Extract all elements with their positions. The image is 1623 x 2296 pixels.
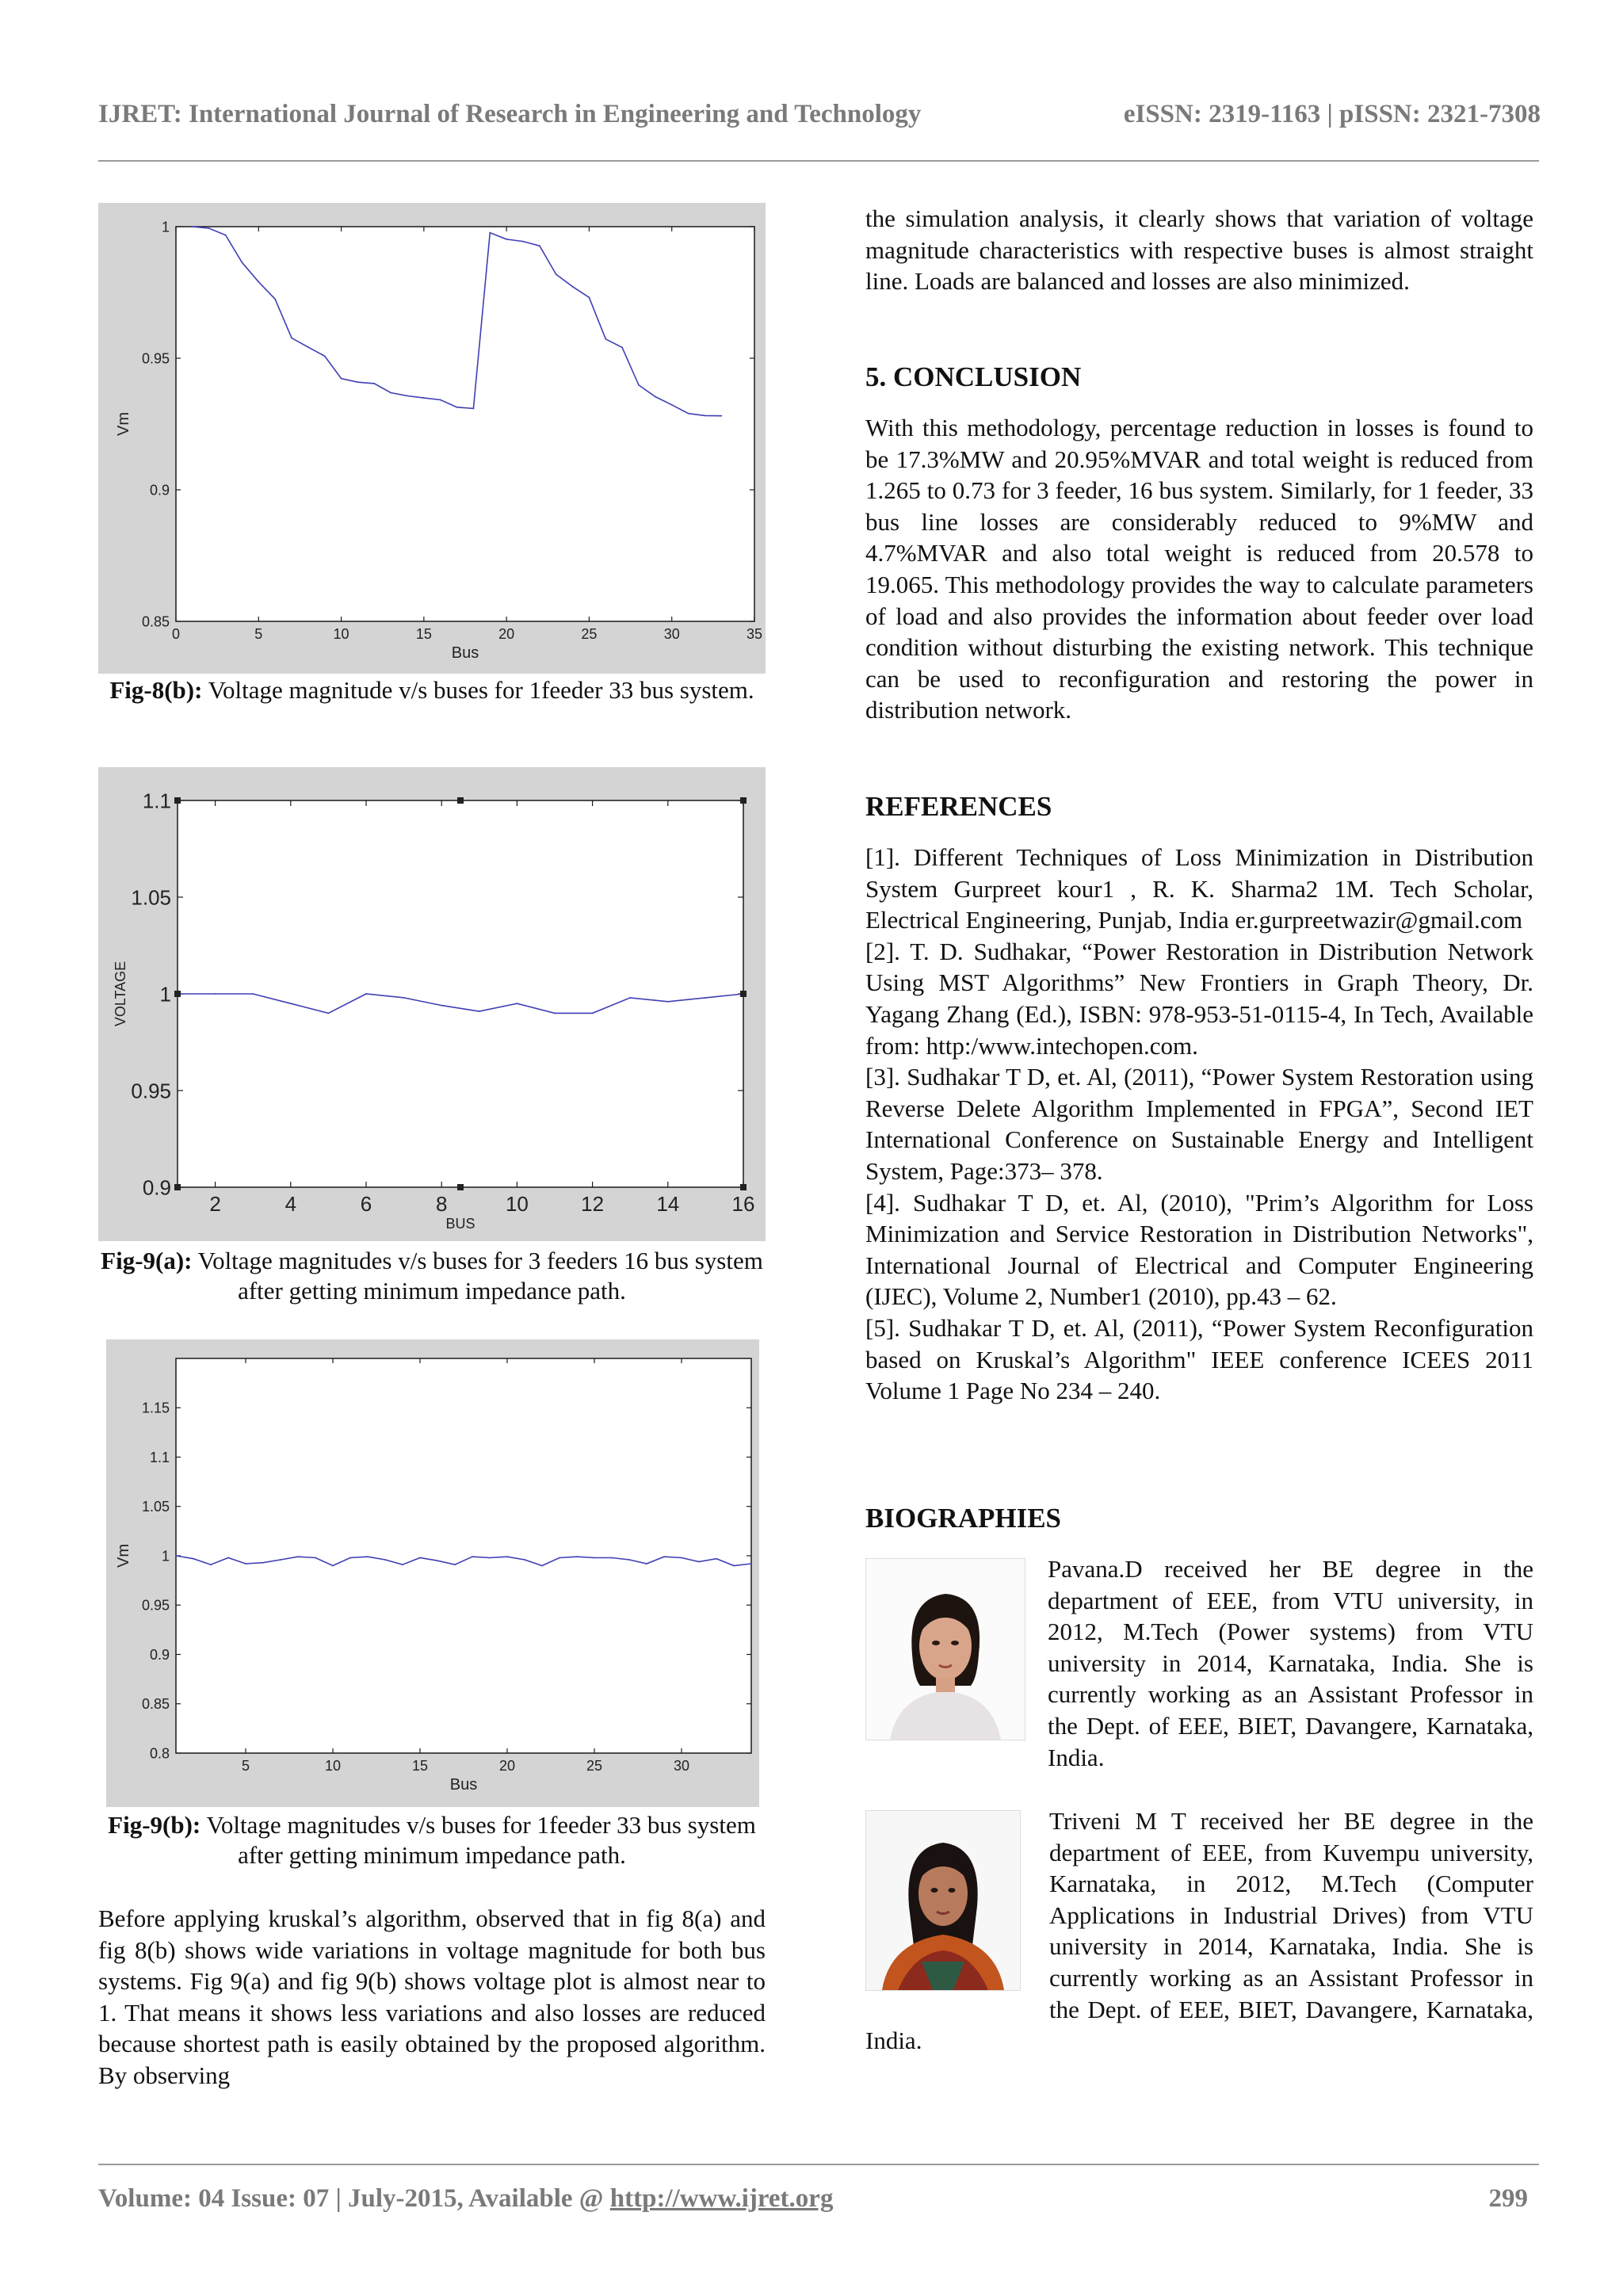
fig8b-data-point — [258, 281, 259, 283]
fig9b-ytick-label: 0.85 — [141, 1696, 170, 1713]
biography-2-text: Triveni M T received her BE degree in the department of EEE, from Kuvempu university, Karnataka, in 2012, M.Tech (Computer Applications in Industrial Drives) from VTU university in 2014, Karnataka, India. She is currently working as an Assistant Professor in the Dept. of EEE, BIET, Davangere, Karnataka, India. — [865, 1807, 1533, 2055]
reference-item-5: [5]. Sudhakar T D, et. Al, (2011), “Power System Reconfiguration based on Kruskal’s Algorithm" IEEE conference ICEES 2011 Volume 1 Page No 234 – 240. — [865, 1313, 1533, 1405]
portrait-icon — [866, 1559, 1025, 1740]
fig9b-data-point — [193, 1558, 194, 1560]
fig9a-data-point — [629, 997, 631, 999]
fig8b-xtick-label: 30 — [663, 626, 680, 642]
fig8b-data-point — [671, 404, 673, 406]
biographies-heading: BIOGRAPHIES — [865, 1503, 1061, 1534]
figure-9a — [98, 767, 766, 1241]
fig9a-ylabel: VOLTAGE — [113, 961, 128, 1027]
fig9a-caption — [98, 1246, 766, 1306]
fig9b-caption-text: Voltage magnitudes v/s buses for 1feeder 33 bus system after getting minimum impedance path. — [200, 1811, 756, 1869]
figure-9b — [106, 1339, 759, 1807]
fig9a-selection-handle — [740, 797, 747, 804]
fig8b-data-point — [291, 338, 292, 339]
fig8b-data-point — [373, 383, 375, 384]
fig9b-data-point — [297, 1556, 299, 1557]
fig8b-data-point — [556, 273, 557, 275]
fig9b-data-point — [402, 1564, 403, 1565]
fig9b-data-point — [489, 1557, 491, 1559]
fig9b-data-point — [472, 1556, 473, 1557]
fig9b-xtick-label: 5 — [241, 1758, 250, 1774]
fig8b-ytick-label: 0.85 — [141, 613, 170, 630]
fig8b-data-point — [638, 384, 640, 386]
fig9a-data-point — [441, 1005, 442, 1007]
fig9a-xtick-label: 6 — [360, 1192, 372, 1216]
fig9a-ytick-label: 1.1 — [142, 789, 171, 813]
fig9b-data-point — [506, 1556, 508, 1557]
fig8b-ytick-label: 0.95 — [141, 350, 170, 367]
fig9a-data-point — [592, 1013, 594, 1014]
fig9a-plot-area — [178, 800, 743, 1187]
reference-item-2: [2]. T. D. Sudhakar, “Power Restoration in Distribution Network Using MST Algorithms” New Frontiers in Graph Theory, Dr. Yagang Zhang (Ed.), ISBN: 978-953-51-0115-4, In Tech, Available from: http:/www.intechopen.com. — [865, 937, 1533, 1060]
fig8b-data-point — [655, 396, 656, 398]
fig8b-data-point — [357, 381, 359, 383]
fig9a-data-point — [365, 993, 367, 995]
fig8b-data-point — [307, 346, 309, 348]
fig9a-ytick-label: 0.9 — [142, 1175, 171, 1200]
fig9a-data-point — [403, 997, 405, 999]
fig8b-data-point — [621, 346, 623, 348]
conclusion-text: With this methodology, percentage reduction in losses is found to be 17.3%MW and 20.95%MVAR and total weight is reduced from 1.265 to 0.73 for 3 feeder, 16 bus system. Similarly, for 1 feeder, 33 bus line losses are considerably reduced to 9%MW and 4.7%MVAR and also total weight is reduced from 20.578 to 19.065. This methodology provides the way to calculate parameters of load and also provides the information about feeder over load condition without disturbing the existing network. This technique can be used to reconfiguration and restoring the power in distribution network. — [865, 414, 1533, 724]
fig8b-caption — [98, 675, 766, 705]
fig8b-xtick-label: 5 — [254, 626, 263, 642]
biography-1-text: Pavana.D received her BE degree in the department of EEE, from VTU university, in 2012, M.Tech (Power systems) from VTU university in 2014, Karnataka, India. She is currently working as an Assistant Professor in the Dept. of EEE, BIET, Davangere, Karnataka, India. — [1048, 1555, 1533, 1771]
fig9b-data-point — [594, 1557, 595, 1559]
fig9a-ytick-label: 1.05 — [131, 885, 171, 910]
fig9a-data-point — [517, 1003, 518, 1004]
fig9b-data-point — [750, 1563, 752, 1564]
figure-8b — [98, 203, 766, 674]
fig9b-ytick-label: 1 — [161, 1548, 170, 1564]
fig8b-xtick-label: 35 — [746, 626, 763, 642]
fig9a-axes — [113, 789, 754, 1232]
fig8b-data-point — [324, 355, 326, 357]
fig9b-data-point — [698, 1561, 700, 1563]
fig9b-data-point — [384, 1559, 386, 1561]
reference-item-3: [3]. Sudhakar T D, et. Al, (2011), “Power System Restoration using Reverse Delete Algorithm Implemented in FPGA”, Second IET International Conference on Sustainable Energy and Intelligent System, Page:373– 378. — [865, 1063, 1533, 1185]
fig9b-xtick-label: 20 — [498, 1758, 516, 1774]
fig8b-xtick-label: 25 — [581, 626, 598, 642]
fig8b-xtick-label: 10 — [333, 626, 349, 642]
fig9a-xtick-label: 2 — [209, 1192, 221, 1216]
fig8b-data-point — [274, 298, 276, 300]
portrait-icon — [866, 1811, 1020, 1990]
fig9a-selection-handle — [740, 991, 747, 997]
fig9b-xlabel: Bus — [449, 1776, 478, 1794]
fig9b-data-point — [611, 1557, 613, 1559]
fig8b-data-point — [192, 226, 193, 227]
fig9a-data-point — [328, 1013, 330, 1014]
journal-link[interactable]: http://www.ijret.org — [609, 2184, 834, 2213]
fig9b-data-point — [716, 1558, 717, 1560]
fig8b-data-point — [688, 413, 689, 415]
fig9b-data-point — [437, 1560, 438, 1561]
fig9b-axes — [115, 1358, 751, 1794]
fig9a-xtick-label: 12 — [581, 1192, 605, 1216]
fig8b-data-point — [440, 399, 441, 401]
fig9a-selection-handle — [740, 1184, 747, 1190]
fig8b-data-point — [489, 232, 491, 234]
running-footer — [98, 2179, 1541, 2219]
fig8b-data-point — [720, 415, 722, 417]
biography-2 — [865, 1805, 1533, 2057]
fig8b-data-point — [390, 392, 391, 394]
fig9a-selection-handle — [457, 1184, 464, 1190]
fig8b-data-point — [572, 286, 574, 288]
fig8b-data-point — [705, 415, 706, 416]
fig8b-xlabel: Bus — [451, 644, 479, 662]
fig9a-data-point — [554, 1013, 556, 1014]
fig9b-label: Fig-9(b): — [108, 1811, 201, 1839]
fig8b-label: Fig-8(b): — [109, 676, 203, 704]
body-paragraph-left: Before applying kruskal’s algorithm, observed that in fig 8(a) and fig 8(b) shows wide variations in voltage magnitude for both bus systems. Fig 9(a) and fig 9(b) shows voltage plot is almost near to 1. That means it shows less variations and also losses are reduced because shortest path is easily obtained by the proposed algorithm. By observing — [98, 1904, 766, 2089]
fig9b-ytick-label: 0.8 — [149, 1745, 170, 1762]
fig9b-ytick-label: 0.9 — [149, 1646, 170, 1663]
fig9b-data-point — [315, 1557, 316, 1559]
fig9b-plot — [106, 1339, 759, 1807]
fig9a-data-point — [705, 997, 707, 999]
fig9a-data-point — [252, 993, 254, 995]
footer-volume-text: Volume: 04 Issue: 07 | July-2015, Available @ — [98, 2184, 610, 2213]
running-header — [98, 95, 1541, 135]
conclusion-heading: 5. CONCLUSION — [865, 361, 1082, 392]
fig9b-data-point — [210, 1564, 212, 1565]
fig8b-xtick-label: 20 — [498, 626, 515, 642]
fig8b-data-point — [456, 407, 458, 408]
fig9a-plot — [98, 767, 766, 1241]
fig9b-data-point — [628, 1559, 630, 1561]
biography-1 — [865, 1553, 1533, 1773]
fig8b-axes — [115, 219, 762, 662]
fig8b-data-point — [522, 241, 524, 243]
fig9a-xtick-label: 8 — [435, 1192, 448, 1216]
fig8b-ylabel: Vm — [115, 412, 132, 436]
fig9b-ytick-label: 1.05 — [141, 1499, 170, 1515]
fig8b-plot — [98, 203, 766, 674]
issn-numbers: eISSN: 2319-1163 | pISSN: 2321-7308 — [1123, 100, 1541, 128]
fig8b-data-point — [341, 378, 342, 380]
fig8b-data-point — [605, 338, 606, 340]
fig9b-xtick-label: 25 — [586, 1758, 603, 1774]
body-paragraph-right: the simulation analysis, it clearly shows that variation of voltage magnitude characteristics with respective buses is almost straight line. Loads are balanced and losses are also minimized. — [865, 204, 1533, 296]
fig9a-ytick-label: 1 — [159, 982, 171, 1007]
fig9b-ytick-label: 1.15 — [141, 1400, 170, 1416]
reference-item-1: [1]. Different Techniques of Loss Minimization in Distribution System Gurpreet kour1 , R. K. Sharma2 1M. Tech Scholar, Electrical Engineering, Punjab, India er.gurpreetwazir@gmail.com — [865, 843, 1533, 934]
fig9a-selection-handle — [174, 797, 181, 804]
fig9a-label: Fig-9(a): — [101, 1247, 193, 1274]
fig9b-data-point — [280, 1559, 281, 1561]
fig9b-data-point — [227, 1557, 229, 1559]
fig8b-data-point — [225, 235, 227, 236]
fig9b-ylabel: Vm — [115, 1544, 132, 1568]
fig8b-ytick-label: 1 — [161, 219, 170, 235]
fig9b-data-point — [559, 1557, 560, 1559]
fig9b-ytick-label: 0.95 — [141, 1597, 170, 1614]
fig8b-data-point — [208, 227, 210, 229]
fig9b-xtick-label: 15 — [411, 1758, 429, 1774]
footer-volume — [98, 2184, 833, 2214]
fig9b-data-point — [541, 1565, 543, 1567]
fig8b-data-point — [589, 296, 590, 298]
fig9a-data-point — [290, 1003, 292, 1004]
fig9b-data-point — [245, 1563, 246, 1564]
fig8b-data-point — [539, 245, 540, 246]
fig8b-xtick-label: 15 — [415, 626, 432, 642]
fig8b-data-point — [423, 397, 425, 399]
fig8b-data-point — [473, 408, 475, 410]
fig9a-data-point — [667, 1001, 669, 1003]
fig9a-selection-handle — [174, 1184, 181, 1190]
fig9b-data-point — [524, 1559, 525, 1561]
fig9a-xlabel: BUS — [445, 1216, 475, 1232]
fig9a-caption-text: Voltage magnitudes v/s buses for 3 feeders 16 bus system after getting minimum impedance path. — [192, 1247, 763, 1305]
fig9b-xtick-label: 30 — [673, 1758, 690, 1774]
fig8b-data-point — [242, 262, 243, 263]
fig9b-data-point — [367, 1556, 369, 1557]
fig9b-data-point — [733, 1565, 735, 1567]
fig8b-xtick-label: 0 — [171, 626, 181, 642]
footer-rule — [98, 2164, 1539, 2165]
fig9b-data-point — [349, 1557, 351, 1559]
author-photo-1 — [865, 1558, 1025, 1740]
author-photo-2 — [865, 1810, 1021, 1991]
references-list — [865, 842, 1533, 1407]
fig9a-selection-handle — [457, 797, 464, 804]
fig9b-data-point — [175, 1555, 177, 1557]
fig8b-caption-text: Voltage magnitude v/s buses for 1feeder 33 bus system. — [202, 676, 754, 704]
fig9b-data-point — [663, 1556, 665, 1557]
fig9b-data-point — [454, 1564, 456, 1565]
fig8b-ytick-label: 0.9 — [149, 482, 170, 499]
fig9b-ytick-label: 1.1 — [149, 1449, 170, 1465]
fig9a-xtick-label: 14 — [656, 1192, 680, 1216]
fig9a-data-point — [215, 993, 216, 995]
fig8b-data-point — [407, 395, 408, 397]
fig8b-data-point — [506, 239, 507, 240]
fig9a-xtick-label: 16 — [731, 1192, 755, 1216]
journal-name: IJRET: International Journal of Research in Engineering and Technology — [98, 100, 922, 128]
references-heading: REFERENCES — [865, 791, 1052, 822]
reference-item-4: [4]. Sudhakar T D, et. Al, (2010), "Prim’s Algorithm for Loss Minimization and Service Restoration in Distribution Networks", International Journal of Electrical and Computer Engineering (IJEC), Volume 2, Number1 (2010), pp.43 – 62. — [865, 1188, 1533, 1311]
fig9a-xtick-label: 4 — [285, 1192, 297, 1216]
fig9b-data-point — [332, 1565, 334, 1567]
fig9b-xtick-label: 10 — [324, 1758, 342, 1774]
fig9a-selection-handle — [174, 991, 181, 997]
page-number: 299 — [1488, 2184, 1528, 2213]
fig9a-xtick-label: 10 — [505, 1192, 529, 1216]
fig9b-data-point — [681, 1557, 682, 1559]
fig9b-data-point — [646, 1563, 647, 1564]
fig9b-caption — [98, 1810, 766, 1870]
fig9b-plot-area — [176, 1358, 751, 1753]
fig9a-ytick-label: 0.95 — [131, 1079, 171, 1103]
fig9b-data-point — [419, 1557, 421, 1559]
fig9b-data-point — [262, 1562, 264, 1564]
fig9b-data-point — [576, 1556, 578, 1557]
fig9a-data-point — [479, 1010, 480, 1012]
header-rule — [98, 160, 1539, 162]
